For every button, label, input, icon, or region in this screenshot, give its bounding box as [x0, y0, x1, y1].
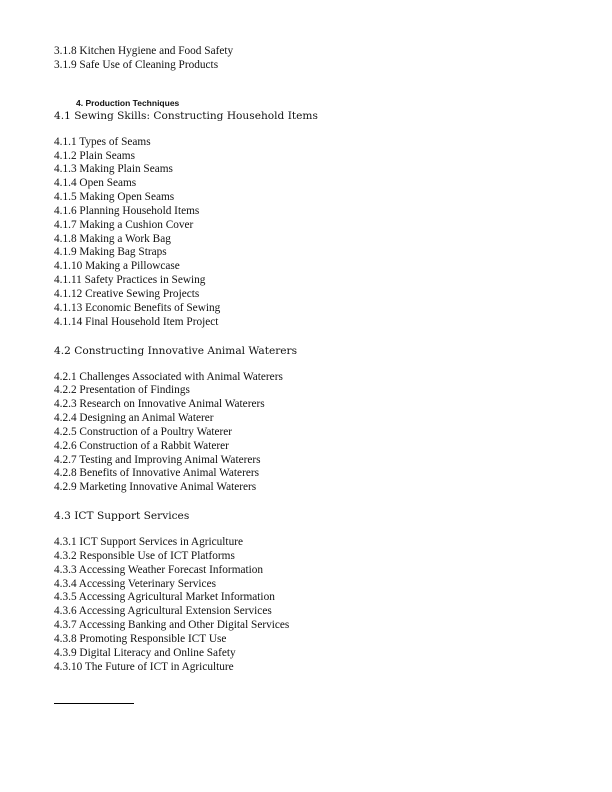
list-item: 3.1.8 Kitchen Hygiene and Food Safety: [54, 45, 234, 57]
section-4-1: [54, 109, 574, 330]
intro-list: [54, 45, 574, 73]
list-item: 4.3.3 Accessing Weather Forecast Information: [54, 563, 264, 576]
section-heading: 4.2 Constructing Innovative Animal Waterers: [54, 344, 298, 357]
list-item: 4.3.5 Accessing Agricultural Market Information: [54, 591, 275, 604]
list-item: 4.2.7 Testing and Improving Animal Waterers: [54, 453, 261, 466]
footnote-separator: [54, 703, 134, 704]
list-item: 4.1.13 Economic Benefits of Sewing: [54, 301, 221, 314]
list-item: 4.2.9 Marketing Innovative Animal Waterers: [54, 481, 257, 494]
list-item: 4.1.8 Making a Work Bag: [54, 232, 171, 245]
list-item: 4.1.14 Final Household Item Project: [54, 315, 219, 328]
section-list: [54, 136, 574, 330]
list-item: 4.1.12 Creative Sewing Projects: [54, 287, 200, 300]
list-item: 4.3.4 Accessing Veterinary Services: [54, 577, 216, 590]
section-4-3: [54, 509, 574, 674]
list-item: 4.1.4 Open Seams: [54, 177, 137, 190]
section-list: [54, 536, 574, 674]
list-item: 4.1.5 Making Open Seams: [54, 191, 175, 204]
section-list: [54, 371, 574, 496]
list-item: 4.1.1 Types of Seams: [54, 135, 151, 148]
list-item: 4.1.6 Planning Household Items: [54, 204, 200, 217]
list-item: 4.1.3 Making Plain Seams: [54, 163, 173, 176]
list-item: 4.2.5 Construction of a Poultry Waterer: [54, 425, 233, 438]
chapter-heading: 4. Production Techniques: [76, 97, 180, 108]
list-item: 4.2.2 Presentation of Findings: [54, 384, 190, 397]
list-item: 4.1.7 Making a Cushion Cover: [54, 218, 194, 231]
list-item: 4.3.8 Promoting Responsible ICT Use: [54, 633, 227, 645]
list-item: 4.3.9 Digital Literacy and Online Safety: [54, 646, 236, 659]
list-item: 4.3.6 Accessing Agricultural Extension Services: [54, 605, 272, 618]
list-item: 4.1.11 Safety Practices in Sewing: [54, 274, 206, 287]
list-item: 4.2.3 Research on Innovative Animal Waterers: [54, 398, 265, 411]
document-page: [54, 45, 574, 675]
list-item: 4.1.9 Making Bag Straps: [54, 246, 167, 259]
section-4-2: [54, 344, 574, 496]
list-item: 3.1.9 Safe Use of Cleaning Products: [54, 58, 219, 71]
list-item: 4.2.8 Benefits of Innovative Animal Waterers: [54, 467, 259, 480]
list-item: 4.3.2 Responsible Use of ICT Platforms: [54, 549, 235, 562]
section-heading: 4.1 Sewing Skills: Constructing Household Items: [54, 109, 318, 122]
list-item: 4.1.2 Plain Seams: [54, 149, 135, 162]
list-item: 4.3.7 Accessing Banking and Other Digital Services: [54, 619, 290, 632]
list-item: 4.1.10 Making a Pillowcase: [54, 260, 180, 273]
list-item: 4.3.10 The Future of ICT in Agriculture: [54, 660, 234, 673]
section-heading: 4.3 ICT Support Services: [54, 510, 190, 523]
list-item: 4.2.4 Designing an Animal Waterer: [54, 412, 214, 425]
list-item: 4.2.1 Challenges Associated with Animal Waterers: [54, 370, 283, 383]
list-item: 4.2.6 Construction of a Rabbit Waterer: [54, 439, 229, 452]
list-item: 4.3.1 ICT Support Services in Agriculture: [54, 536, 243, 549]
